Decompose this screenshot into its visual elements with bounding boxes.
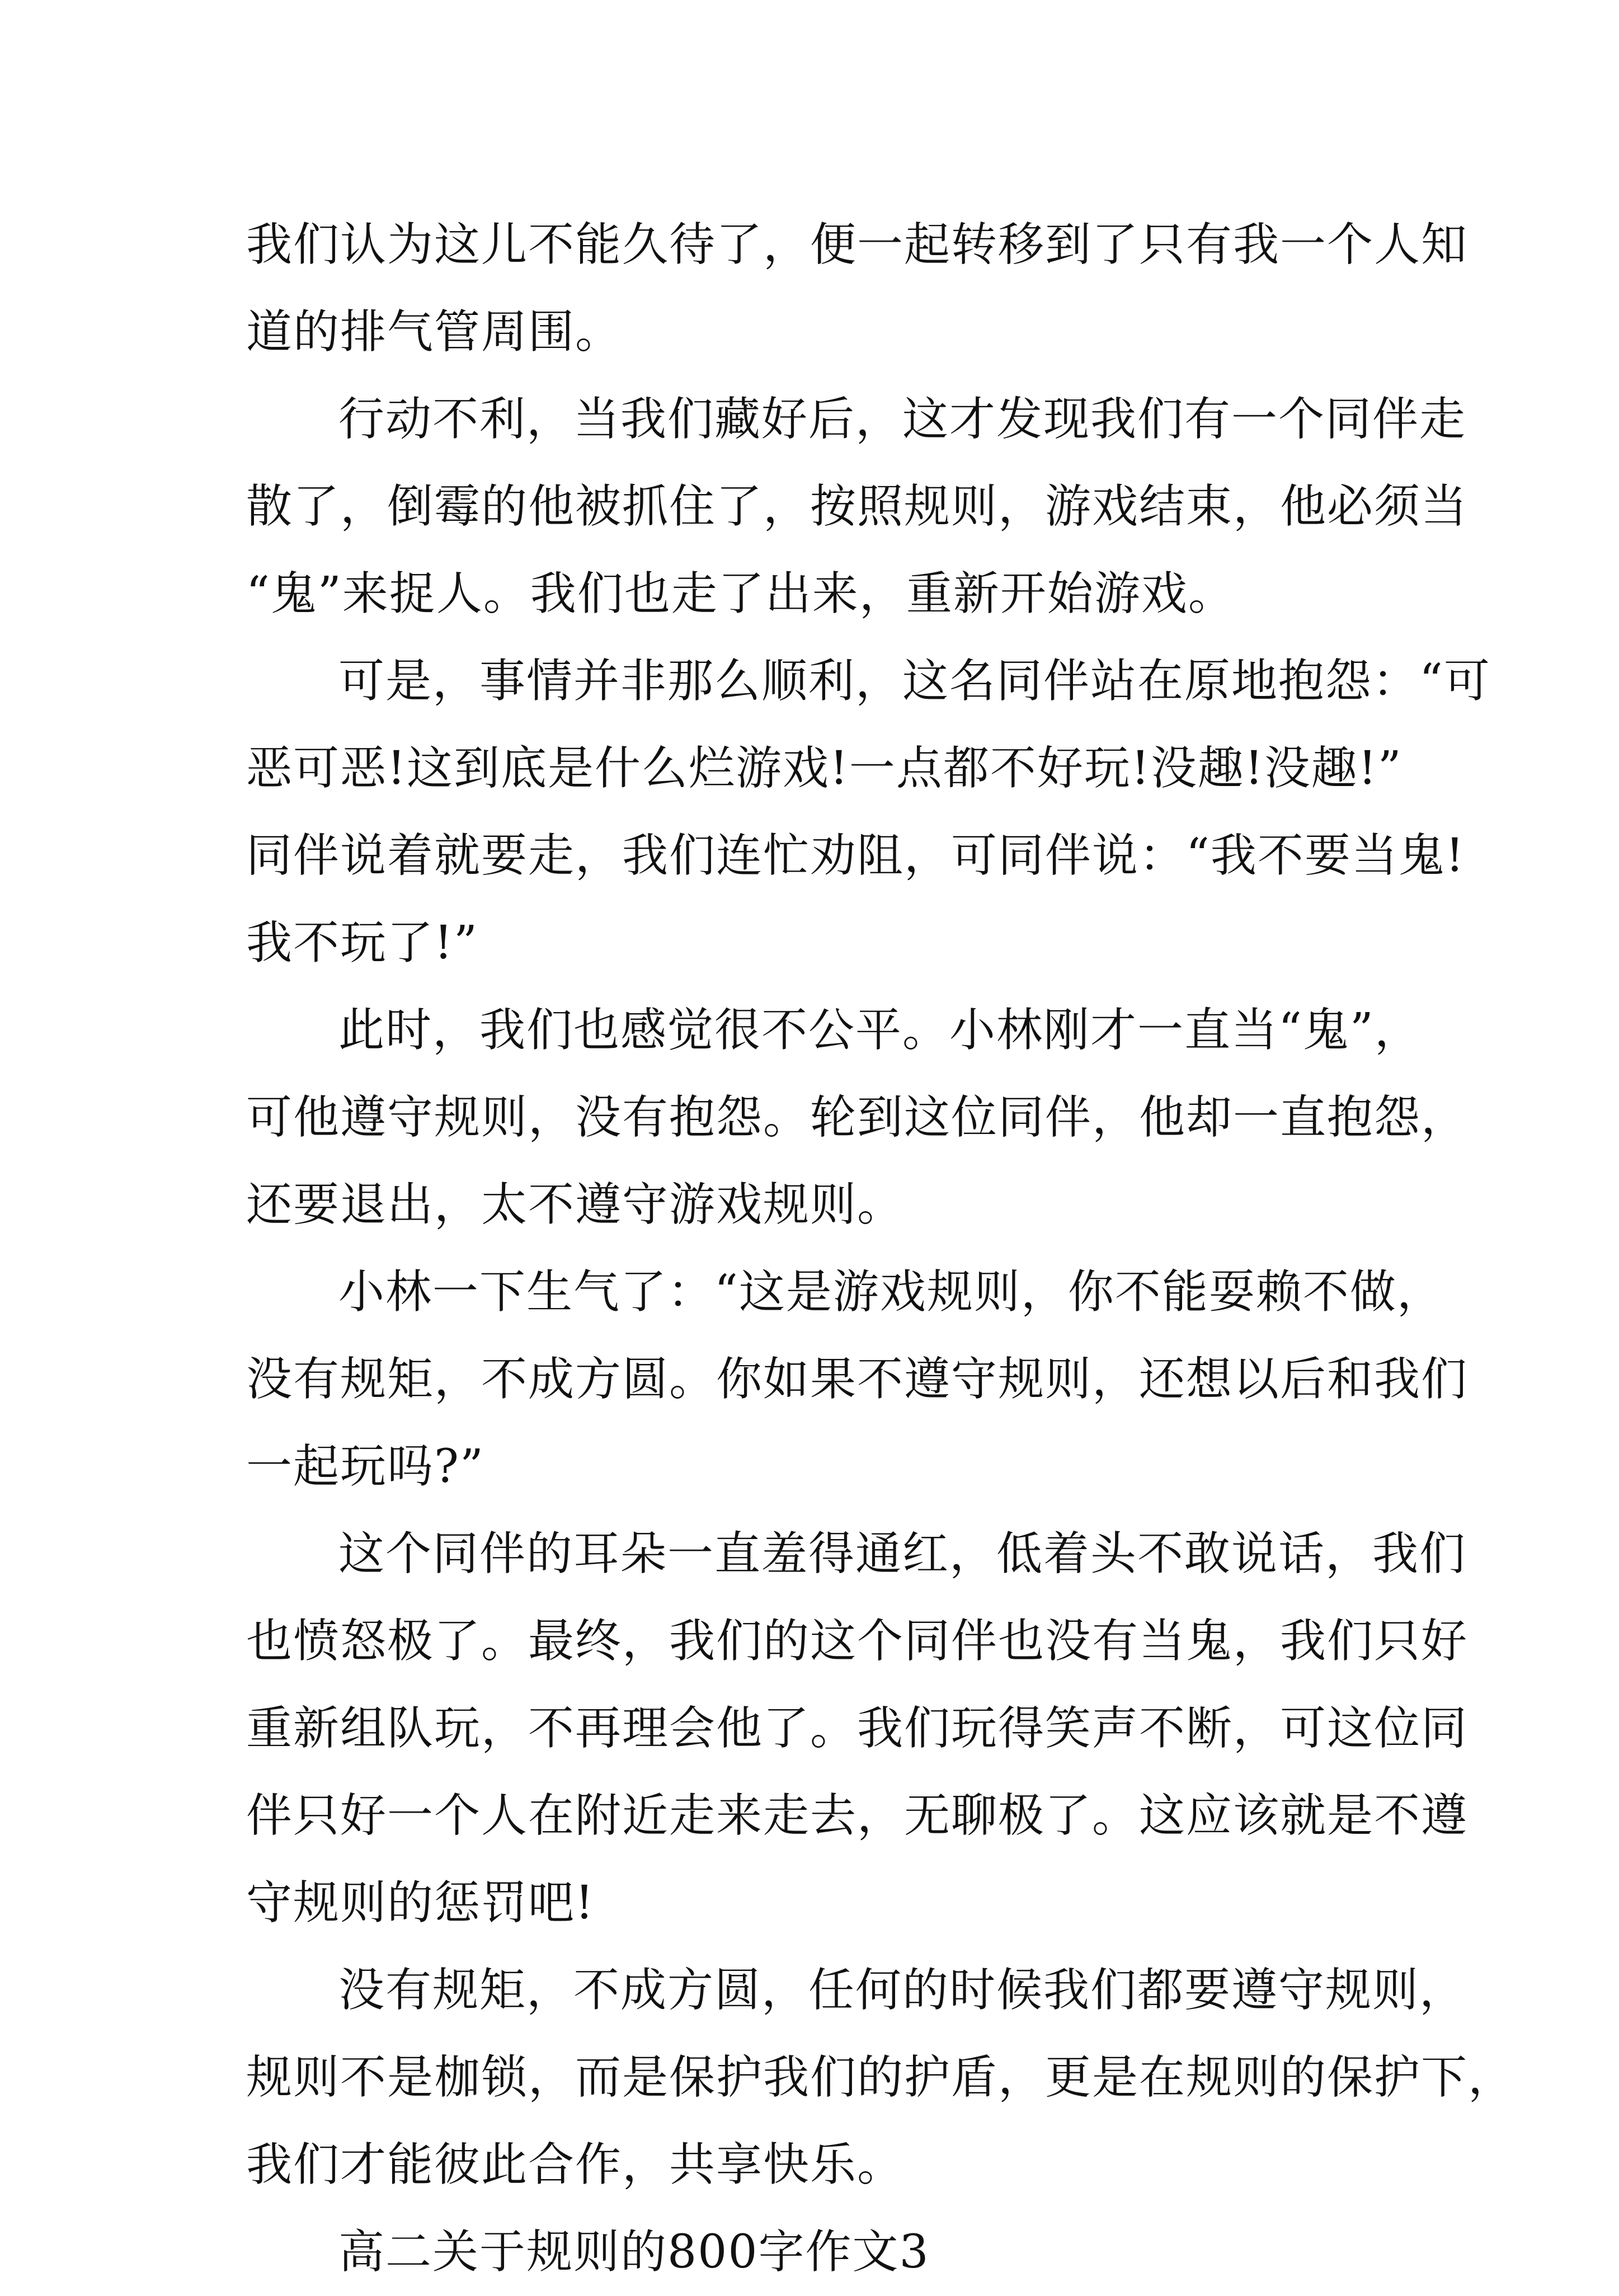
essay-body (246, 201, 1516, 2296)
paragraph-start-line: 可是，事情并非那么顺利，这名同伴站在原地抱怨：“可 (338, 655, 1491, 708)
essay-line: 我们才能彼此合作，共享快乐。 (246, 2138, 905, 2191)
essay-line: 我们认为这儿不能久待了，便一起转移到了只有我一个人知 (246, 218, 1469, 271)
paragraph-start-line: 行动不利，当我们藏好后，这才发现我们有一个同伴走 (338, 393, 1467, 446)
essay-line: 我不玩了!” (246, 916, 478, 970)
paragraph-start-line: 这个同伴的耳朵一直羞得通红，低着头不敢说话，我们 (338, 1527, 1467, 1580)
section-heading: 高二关于规则的800字作文3 (338, 2226, 930, 2279)
paragraph-start-line: 没有规矩，不成方圆，任何的时候我们都要遵守规则， (338, 1964, 1467, 2017)
essay-line: 没有规矩，不成方圆。你如果不遵守规则，还想以后和我们 (246, 1353, 1469, 1406)
paragraph-start-line: 此时，我们也感觉很不公平。小林刚才一直当“鬼”， (338, 1004, 1422, 1057)
essay-line: 散了，倒霉的他被抓住了，按照规则，游戏结束，他必须当 (246, 480, 1469, 533)
essay-line: 恶可恶!这到底是什么烂游戏!一点都不好玩!没趣!没趣!” (246, 742, 1402, 795)
essay-line: 道的排气管周围。 (246, 305, 623, 359)
essay-line: 伴只好一个人在附近走来走去，无聊极了。这应该就是不遵 (246, 1789, 1469, 1842)
essay-line: 同伴说着就要走，我们连忙劝阻，可同伴说：“我不要当鬼! (246, 829, 1465, 882)
essay-line: 规则不是枷锁，而是保护我们的护盾，更是在规则的保护下， (246, 2051, 1516, 2104)
paragraph-start-line: 小林一下生气了：“这是游戏规则，你不能耍赖不做， (338, 1265, 1444, 1319)
essay-line: 还要退出，太不遵守游戏规则。 (246, 1178, 905, 1231)
essay-line: 守规则的惩罚吧! (246, 1876, 595, 1930)
essay-line: 也愤怒极了。最终，我们的这个同伴也没有当鬼，我们只好 (246, 1615, 1469, 1668)
essay-line: 可他遵守规则，没有抱怨。轮到这位同伴，他却一直抱怨， (246, 1091, 1469, 1144)
essay-line: “鬼”来捉人。我们也走了出来，重新开始游戏。 (246, 567, 1235, 620)
essay-line: 重新组队玩，不再理会他了。我们玩得笑声不断，可这位同 (246, 1702, 1469, 1755)
essay-line: 一起玩吗?” (246, 1440, 484, 1493)
